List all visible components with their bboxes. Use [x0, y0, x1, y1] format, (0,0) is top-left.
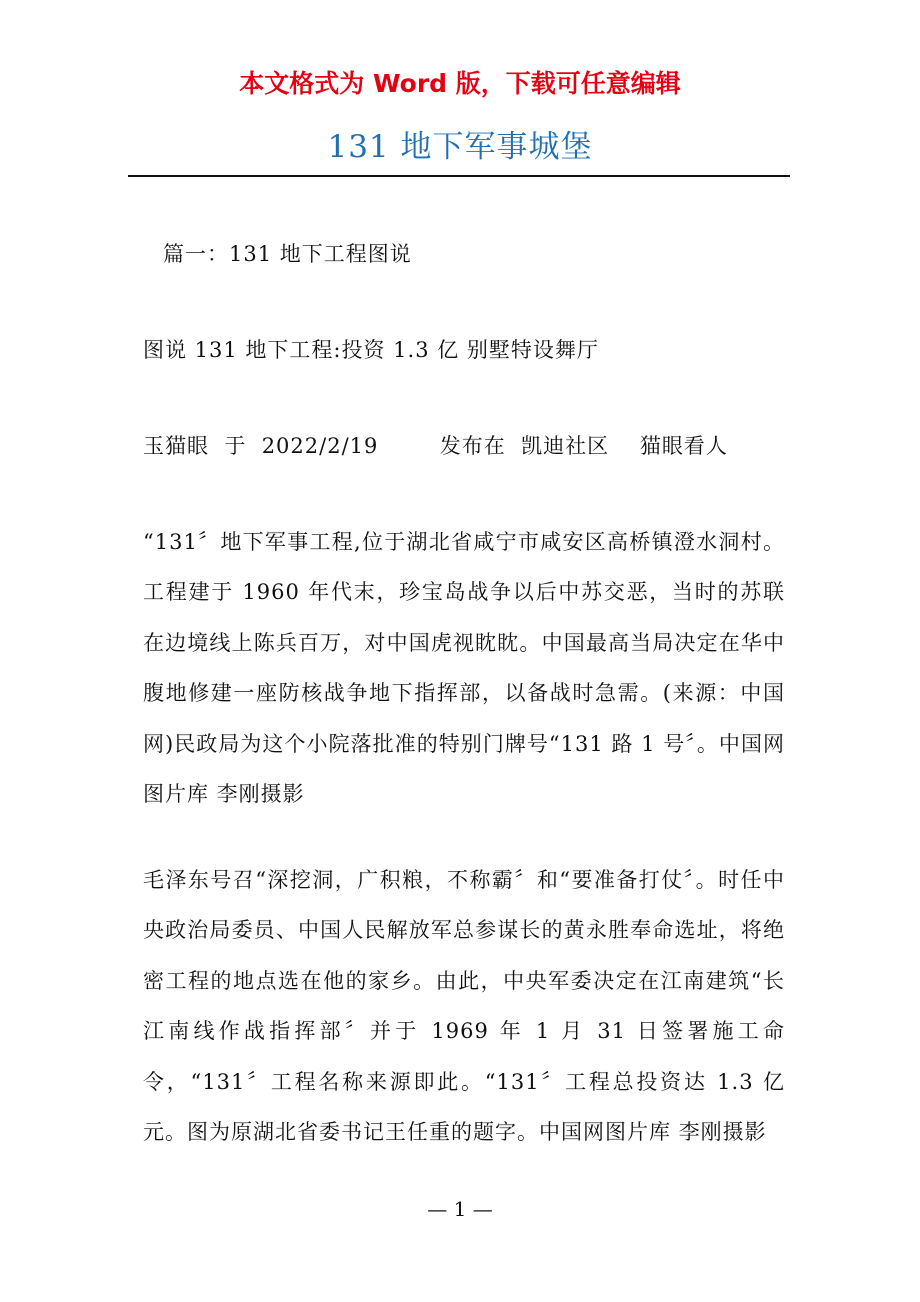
paragraph-2: 毛泽东号召“深挖洞，广积粮，不称霸〞和“要准备打仗〞。时任中央政治局委员、中国人民解放军总参谋长的黄永胜奉命选址，将绝密工程的地点选在他的家乡。由此，中央军委决定在江南建筑“长江南线作战指挥部〞并于 1969 年 1 月 31 日签署施工命令，“131〞工程名称来源即此。“131〞工程总投资达 1.3 亿元。图为原湖北省委书记王任重的题字。中国网图片库 李刚摄影: [143, 868, 785, 1145]
article-subtitle: 图说 131 地下工程:投资 1.3 亿 别墅特设舞厅: [143, 338, 599, 362]
page-number: — 1 —: [427, 1197, 493, 1221]
paragraph-1: “131〞地下军事工程,位于湖北省咸宁市咸安区高桥镇澄水洞村。工程建于 1960 年代末，珍宝岛战争以后中苏交恶，当时的苏联在边境线上陈兵百万，对中国虎视眈眈。中国最高当局决定在华中腹地修建一座防核战争地下指挥部，以备战时急需。(来源：中国网)民政局为这个小院落批准的特别门牌号“131 路 1 号〞。中国网图片库 李刚摄影: [143, 530, 785, 807]
section-heading: 篇一：131 地下工程图说: [163, 242, 412, 266]
article-byline: 玉猫眼 于 2022/2/19 发布在 凯迪社区 猫眼看人: [143, 434, 728, 458]
title-divider: [128, 175, 790, 177]
document-title: 131 地下军事城堡: [327, 129, 593, 165]
download-banner: 本文格式为 Word 版，下载可任意编辑: [239, 69, 681, 98]
